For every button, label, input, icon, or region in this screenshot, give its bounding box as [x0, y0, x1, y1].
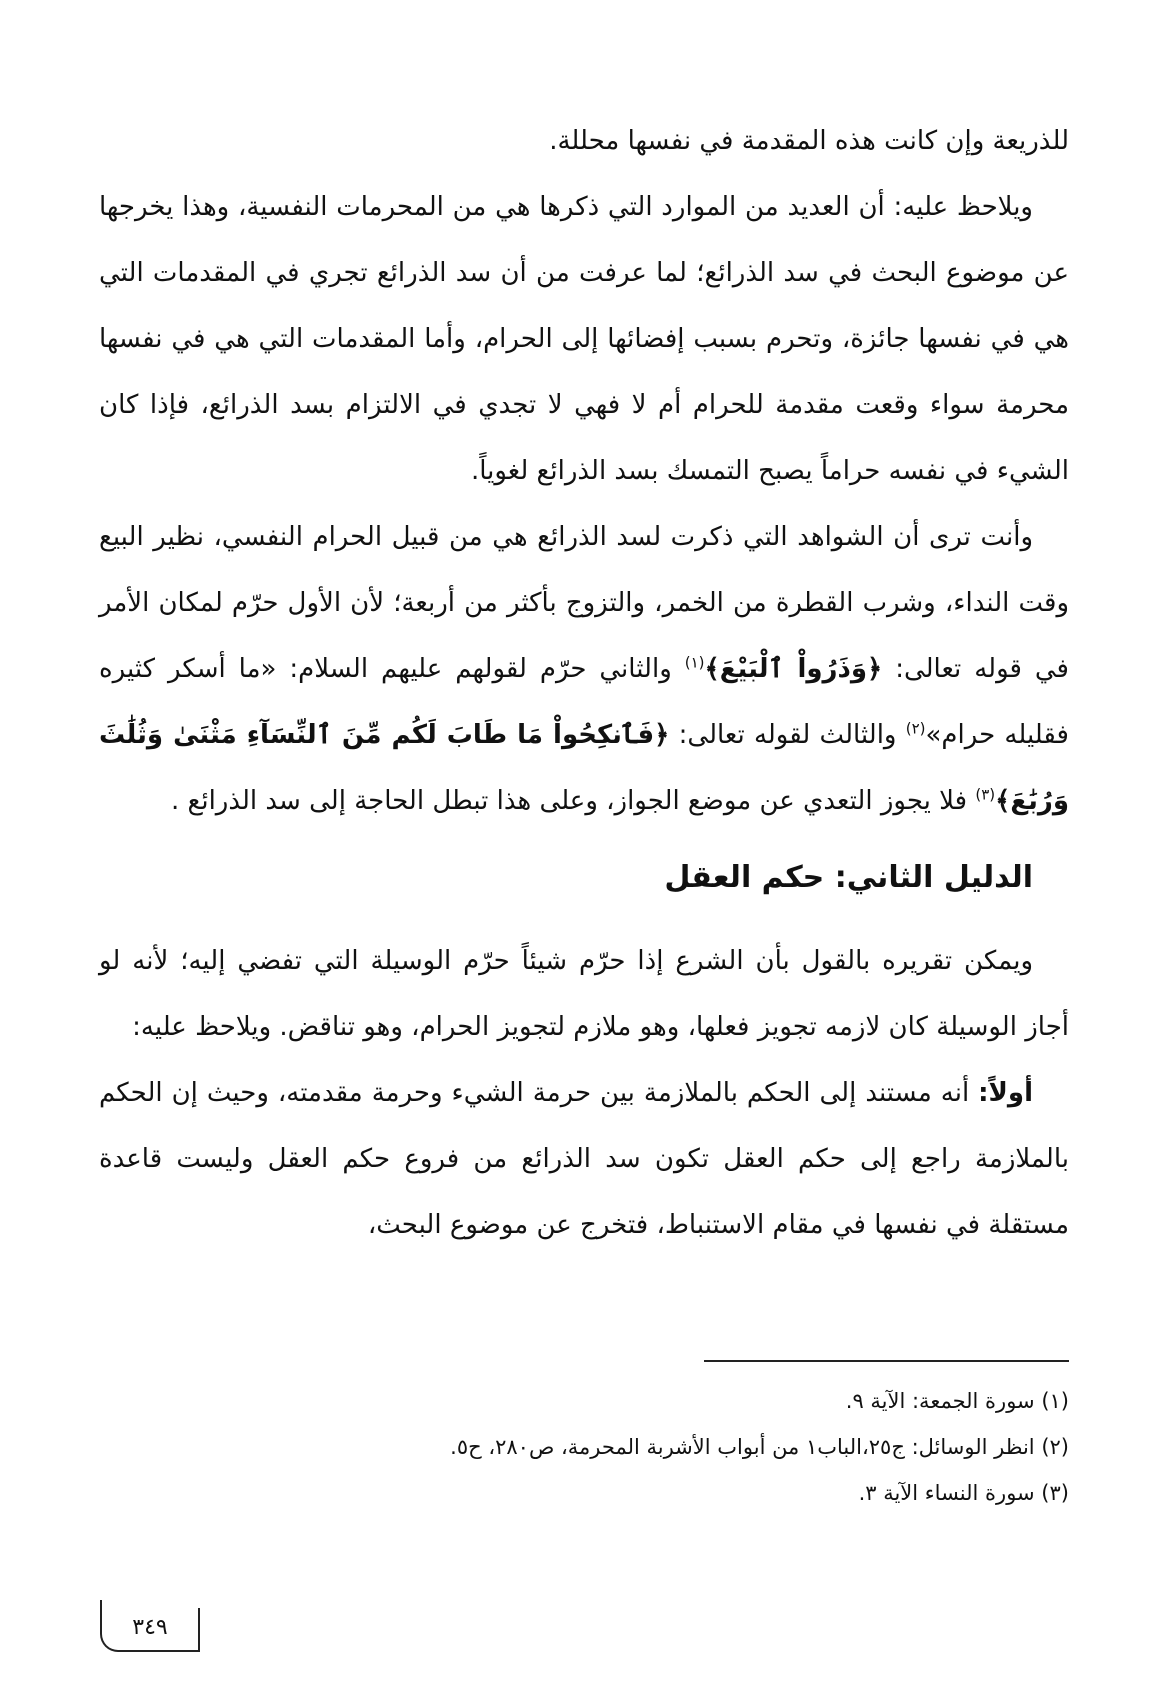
first-objection-text: أنه مستند إلى الحكم بالملازمة بين حرمة الشيء وحرمة مقدمته، وحيث إن الحكم بالملازمة راجع إلى حكم العقل تكون سد الذرائع من فروع حكم العقل وليست قاعدة مستقلة في نفسها في مقام الاستنباط، فتخرج عن موضوع البحث،	[99, 1078, 1069, 1240]
main-text	[99, 108, 1069, 1258]
page-number: ٣٤٩	[132, 1615, 168, 1640]
footnote-ref-3: (٣)	[975, 785, 996, 804]
footnote-1: (١) سورة الجمعة: الآية ٩.	[845, 1389, 1069, 1413]
page-number-frame	[100, 1608, 200, 1652]
paragraph-first-objection	[99, 1060, 1069, 1258]
quran-verse-friday: ﴿وَذَرُواْ ٱلْبَيْعَ﴾	[704, 654, 883, 684]
footnote-ref-2: (٢)	[905, 719, 926, 738]
paragraph-examples	[99, 504, 1069, 834]
examples-text-2: والثاني حرّم لقولهم عليهم السلام: «ما أسكر كثيره فقليله حرام»	[99, 654, 1069, 750]
footnote-ref-1: (١)	[684, 653, 705, 672]
first-objection-lead: أولاً:	[978, 1078, 1033, 1108]
examples-text-4: فلا يجوز التعدي عن موضع الجواز، وعلى هذا تبطل الحاجة إلى سد الذرائع .	[170, 786, 976, 816]
section-heading: الدليل الثاني: حكم العقل	[664, 860, 1033, 895]
examples-text-1: وأنت ترى أن الشواهد التي ذكرت لسد الذرائع هي من قبيل الحرام النفسي، نظير البيع وقت النداء، وشرب القطرة من الخمر، والتزوج بأكثر من أربعة؛ لأن الأول حرّم لمكان الأمر في قوله تعالى:	[99, 522, 1069, 684]
footnotes	[99, 1378, 1069, 1516]
paragraph-remark: ويلاحظ عليه: أن العديد من الموارد التي ذكرها هي من المحرمات النفسية، وهذا يخرجها عن موضوع البحث في سد الذرائع؛ لما عرفت من أن سد الذرائع تجري في المقدمات التي هي في نفسها جائزة، وتحرم بسبب إفضائها إلى الحرام، وأما المقدمات التي هي في نفسها محرمة سواء وقعت مقدمة للحرام أم لا فهي لا تجدي في الالتزام بسد الذرائع، فإذا كان الشيء في نفسه حراماً يصبح التمسك بسد الذرائع لغوياً.	[99, 192, 1069, 486]
paragraph-continuation: للذريعة وإن كانت هذه المقدمة في نفسها محللة.	[549, 126, 1069, 156]
examples-text-3: والثالث لقوله تعالى:	[669, 720, 906, 750]
quran-verse-women: ﴿فَٱنكِحُواْ مَا طَابَ لَكُم مِّنَ ٱلنِّسَآءِ مَثْنَىٰ وَثُلَٰثَ وَرُبَٰعَ﴾	[99, 720, 1069, 816]
paragraph-argument: ويمكن تقريره بالقول بأن الشرع إذا حرّم شيئاً حرّم الوسيلة التي تفضي إليه؛ لأنه لو أجاز الوسيلة كان لازمه تجويز فعلها، وهو ملازم لتجويز الحرام، وهو تناقض. ويلاحظ عليه:	[99, 946, 1069, 1042]
footnote-2: (٢) انظر الوسائل: ج٢٥،الباب١ من أبواب الأشربة المحرمة، ص٢٨٠، ح٥.	[450, 1435, 1069, 1459]
footnote-divider	[704, 1360, 1069, 1362]
footnote-3: (٣) سورة النساء الآية ٣.	[858, 1481, 1069, 1505]
